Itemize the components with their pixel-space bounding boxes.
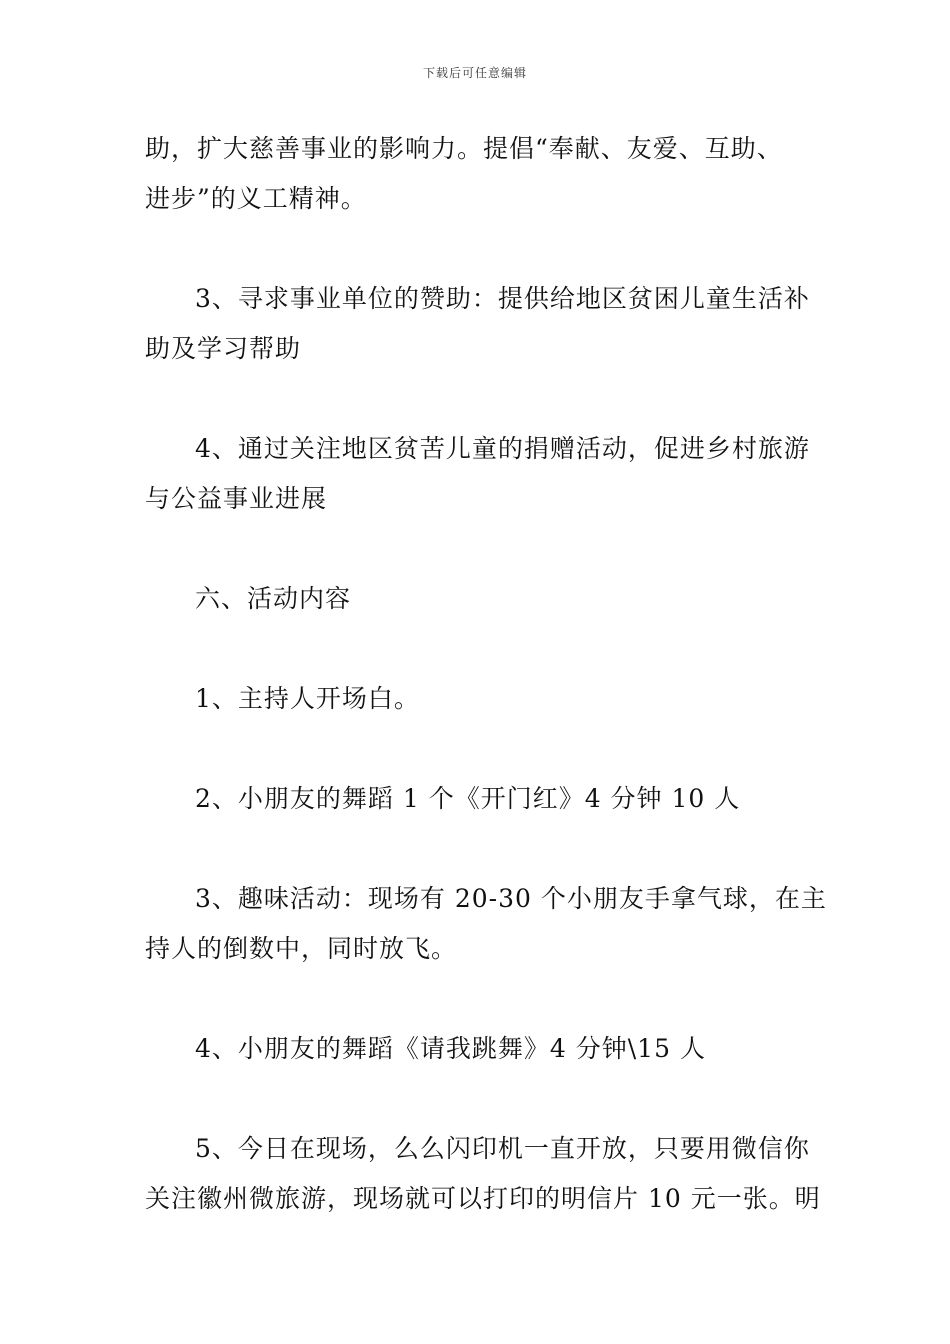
paragraph-line: 2、小朋友的舞蹈 1 个《开门红》4 分钟 10 人 (195, 784, 741, 813)
paragraph-line: 4、小朋友的舞蹈《请我跳舞》4 分钟\15 人 (195, 1034, 706, 1063)
paragraph-line: 助，扩大慈善事业的影响力。提倡“奉献、友爱、互助、 (145, 134, 783, 163)
paragraph-line: 持人的倒数中，同时放飞。 (145, 934, 458, 963)
paragraph-line: 5、今日在现场，么么闪印机一直开放，只要用微信你 (195, 1134, 810, 1163)
paragraph-line: 3、寻求事业单位的赞助：提供给地区贫困儿童生活补 (195, 284, 810, 313)
paragraph-line: 进步”的义工精神。 (145, 184, 367, 213)
paragraph-line: 3、趣味活动：现场有 20-30 个小朋友手拿气球，在主 (195, 884, 827, 913)
page-header: 下载后可任意编辑 (422, 66, 527, 80)
paragraph-line: 1、主持人开场白。 (195, 684, 420, 713)
paragraph-line: 与公益事业进展 (145, 484, 328, 513)
section-heading: 六、活动内容 (195, 584, 352, 613)
paragraph-line: 4、通过关注地区贫苦儿童的捐赠活动，促进乡村旅游 (195, 434, 810, 463)
paragraph-line: 助及学习帮助 (145, 334, 302, 363)
document-body (145, 124, 827, 1224)
paragraph-line: 关注徽州微旅游，现场就可以打印的明信片 10 元一张。明 (145, 1184, 821, 1213)
